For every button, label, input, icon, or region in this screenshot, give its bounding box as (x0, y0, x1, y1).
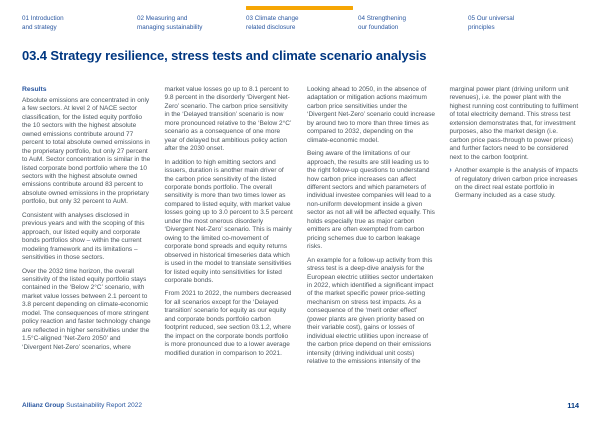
nav-item-label: 02 Measuring and (137, 15, 188, 22)
nav-item-introduction-and-strategy[interactable] (22, 15, 114, 33)
case-study-bullet-item (450, 167, 580, 201)
nav-item-climate-change-related-disclosure[interactable] (246, 15, 338, 33)
body-columns (22, 86, 579, 372)
paragraph: In addition to high emitting sectors and issuers, duration is another main driver of the carbon price sensitivity of the listed corporate bonds portfolio. The overall sensitivity is more than two times lower as compared to listed equity, with market value losses going up to 3.0 percent to 3.5 percent under the most onerous disorderly ‘Divergent Net-Zero’ scenario. This is mainly owing to the limited co-movement of corporate bond spreads and equity returns observed in historical timeseries data which is used in the model to translate sensitivities for listed equity into sensitivities for listed corporate bonds. (164, 158, 293, 284)
text-column-3 (307, 86, 437, 372)
nav-item-label: our foundation (358, 23, 399, 31)
chevron-right-icon: › (449, 166, 452, 175)
paragraph: Looking ahead to 2050, in the absence of adaptation or mitigation actions maximum carbon price sensitivities under the ‘Divergent Net-Zero’ scenario could increase by around two to more than three times as compared to 2032, depending on the climate-economic model. (307, 86, 436, 144)
nav-item-label: principles (468, 23, 495, 31)
active-section-indicator-bar (246, 6, 353, 10)
text-column-4 (450, 86, 580, 372)
nav-item-label: 05 Our universal (468, 15, 515, 22)
paragraph: An example for a follow-up activity from this stress test is a deep-dive analysis for the European electric utilities sector undertaken in 2022, which identified a significant impact of the market specific power price-setting mechanism on stress test impacts. As a consequence of the ‘merit order effect’ (power plants are given priority based on their variable cost), gains or losses of individual electric utilities upon increase of the carbon price depend on their emissions intensity (driving individual unit costs) relative to the emissions intensity of the (307, 256, 434, 366)
paragraph: market value losses go up to 8.1 percent to 9.8 percent in the disorderly ‘Divergent Net-Zero’ scenario. The carbon price sensitivity in the ‘Delayed transition’ scenario is now more pronounced relative to the ‘Below 2°C’ scenario as a consequence of one more year of delayed but ambitious policy action after the 2030 onset. (164, 86, 292, 153)
text-column-2 (165, 86, 295, 372)
page-title: 03.4 Strategy resilience, stress tests and climate scenario analysis (22, 48, 427, 63)
nav-item-label: related disclosure (246, 23, 296, 31)
bullet-text: Another example is the analysis of impacts of regulatory driven carbon price increases on the direct real estate portfolio in Germany included as a case study. (454, 167, 578, 200)
nav-item-label: managing sustainability (137, 23, 203, 31)
nav-item-label: 04 Strengthening (358, 15, 406, 22)
text-column-1 (22, 86, 152, 372)
nav-item-measuring-and-managing-sustainability[interactable] (137, 15, 229, 33)
paragraph: Absolute emissions are concentrated in only a few sectors. At level 2 of NACE sector classification, for the listed equity portfolio the 10 sectors with the highest absolute owned emissions contribute around 77 percent to total absolute owned emissions in the proprietary portfolio, but only 27 percent to AuM. Sector concentration is similar in the listed corporate bond portfolio where the 10 sectors with the highest absolute owned emissions contribute around 83 percent to absolute owned emissions in the proprietary portfolio, but only 32 percent to AuM. (22, 96, 151, 206)
nav-item-label: 01 Introduction (22, 15, 64, 22)
paragraph: Consistent with analyses disclosed in previous years and with the scoping of this approach, our listed equity and corporate bonds portfolios show – within the current modeling framework and its limitations – sensitivities in those sectors. (22, 211, 145, 262)
footer-report-name: Sustainability Report 2022 (66, 402, 142, 409)
paragraph: From 2021 to 2022, the numbers decreased for all scenarios except for the ‘Delayed transition’ scenario for equity as our equity and corporate bonds portfolio carbon footprint reduced, see section 03.1.2, where the impact on the corporate bonds portfolio is more pronounced due to a lower average modified duration in comparison to 2021. (164, 290, 292, 357)
footer-report-label (22, 402, 142, 409)
paragraph: marginal power plant (driving uniform unit revenues), i.e. the power plant with the highest running cost contributing to fulfilment of total electricity demand. This stress test extension demonstrates that, for investment purposes, also the market design (i.e. carbon price pass-through to power prices) and further factors need to be considered next to the carbon footprint. (449, 86, 579, 161)
results-heading: Results (22, 86, 47, 93)
nav-item-our-universal-principles[interactable] (468, 15, 560, 33)
nav-item-strengthening-our-foundation[interactable] (358, 15, 450, 33)
nav-item-label: 03 Climate change (246, 15, 299, 22)
paragraph: Being aware of the limitations of our approach, the results are still leading us to the right follow-up questions to understand how carbon price increases can affect different sectors and which parameters of individual investee companies will lead to a non-uniform development inside a given sector as not all will be affected equally. This holds especially true as major carbon emitters are often exempted from carbon pricing schemes due to carbon leakage risks. (307, 150, 435, 251)
nav-item-label: and strategy (22, 23, 57, 31)
page-number: 114 (567, 401, 579, 410)
footer-brand: Allianz Group (22, 402, 65, 409)
paragraph: Over the 2032 time horizon, the overall sensitivity of the listed equity portfolio stays contained in the ‘Below 2°C’ scenario, with market value losses between 2.1 percent to 3.8 percent depending on climate-economic model. The consequences of more stringent policy reaction and faster technology change are reflected in higher sensitivities under the 1.5°C-aligned ‘Net-Zero 2050’ and ‘Divergent Net-Zero’ scenarios, where (22, 267, 151, 351)
